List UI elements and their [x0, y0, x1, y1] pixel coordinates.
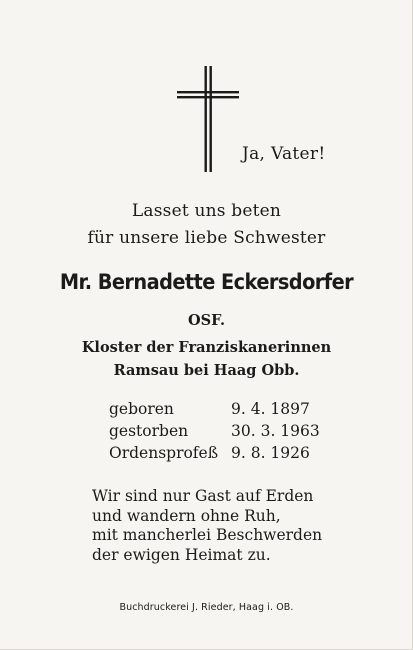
date-label: geboren [109, 400, 174, 418]
convent-line-1: Kloster der Franziskanerinnen [81, 339, 332, 356]
prayer-line-2: für unsere liebe Schwester [87, 228, 326, 248]
verse-line: der ewigen Heimat zu. [92, 545, 271, 564]
verse-line: und wandern ohne Ruh, [92, 506, 281, 525]
date-label: Ordensprofeß [109, 444, 219, 462]
verse [92, 487, 322, 565]
convent-line-2: Ramsau bei Haag Obb. [113, 362, 300, 379]
date-label: gestorben [109, 422, 189, 440]
date-value: 9. 8. 1926 [231, 444, 310, 462]
prayer-line-1: Lasset uns beten [131, 201, 282, 221]
date-value: 30. 3. 1963 [231, 422, 320, 440]
order-abbreviation: OSF. [188, 312, 225, 329]
printer-credit: Buchdruckerei J. Rieder, Haag i. OB. [119, 602, 294, 613]
verse-line: mit mancherlei Beschwerden [92, 526, 323, 544]
date-value: 9. 4. 1897 [231, 400, 310, 418]
deceased-name: Mr. Bernadette Eckersdorfer [59, 270, 354, 294]
motto: Ja, Vater! [242, 144, 326, 164]
double-line-cross-icon [177, 66, 239, 172]
verse-line: Wir sind nur Gast auf Erden [92, 487, 314, 505]
